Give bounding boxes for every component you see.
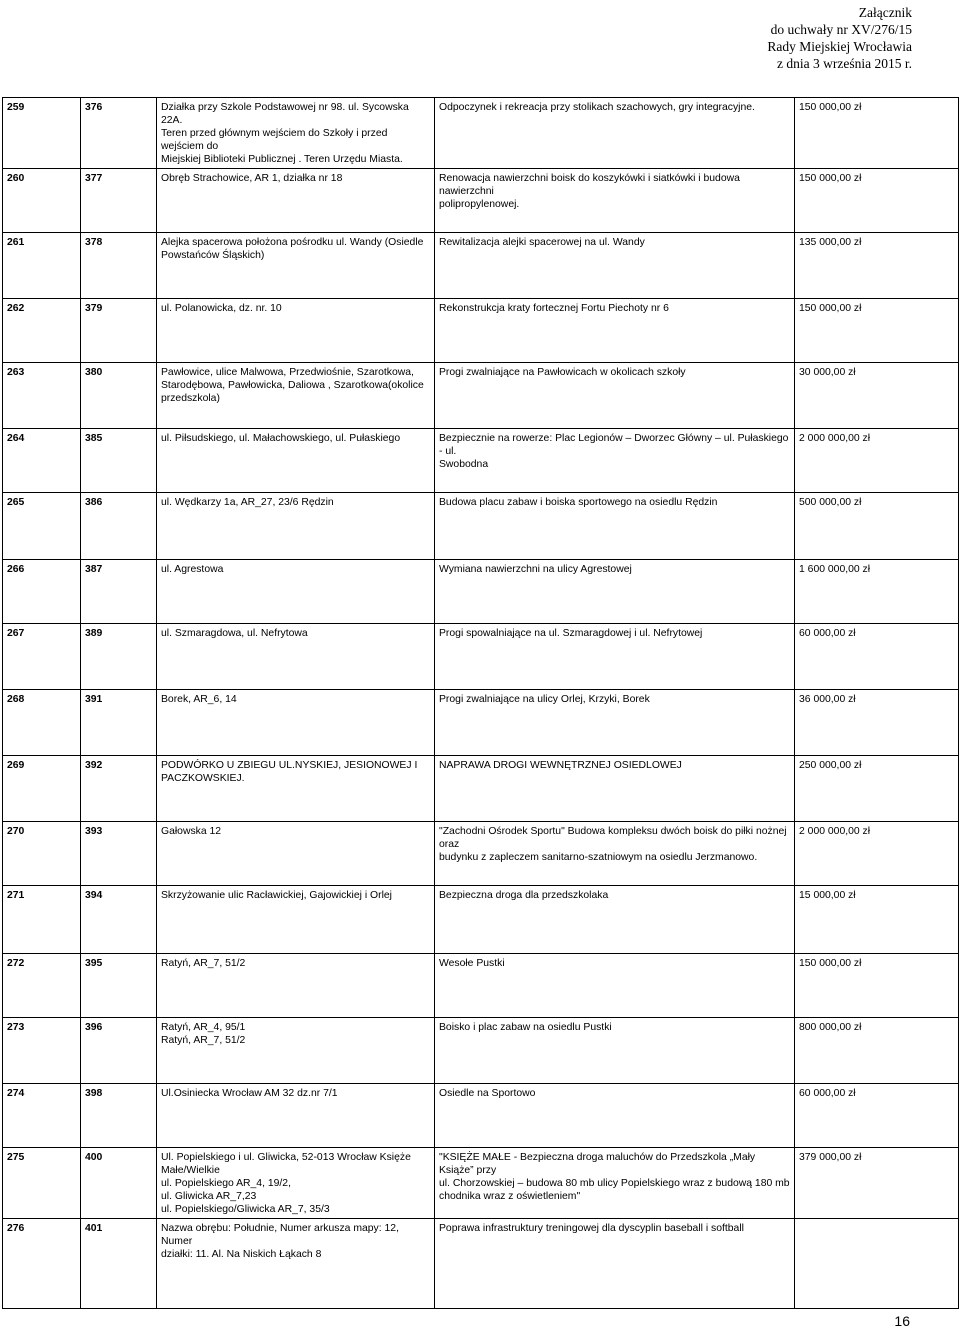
description-line: budynku z zapleczem sanitarno-szatniowym na osiedlu Jerzmanowo.	[439, 852, 758, 863]
cell-location	[157, 822, 435, 886]
cell-lp: 268	[3, 690, 81, 756]
table-row	[3, 560, 959, 624]
location-line: Alejka spacerowa położona pośrodku ul. Wandy (Osiedle	[161, 237, 424, 248]
cell-project-number: 395	[81, 954, 157, 1018]
cell-project-number: 392	[81, 756, 157, 822]
location-line: Nazwa obrębu: Południe, Numer arkusza mapy: 12, Numer	[161, 1223, 399, 1247]
description-line: Budowa placu zabaw i boiska sportowego na osiedlu Rędzin	[439, 497, 718, 508]
cell-lp: 273	[3, 1018, 81, 1084]
header-line-resolution: do uchwały nr XV/276/15	[770, 22, 912, 37]
cell-description	[435, 1219, 795, 1309]
table-row	[3, 624, 959, 690]
cell-amount: 150 000,00 zł	[795, 954, 959, 1018]
cell-description	[435, 690, 795, 756]
location-line: Ul.Osiniecka Wrocław AM 32 dz.nr 7/1	[161, 1088, 338, 1099]
description-line: Odpoczynek i rekreacja przy stolikach szachowych, gry integracyjne.	[439, 102, 755, 113]
cell-description	[435, 493, 795, 560]
description-line: Wymiana nawierzchni na ulicy Agrestowej	[439, 564, 632, 575]
description-line: Poprawa infrastruktury treningowej dla dyscyplin baseball i softball	[439, 1223, 744, 1234]
cell-amount: 150 000,00 zł	[795, 299, 959, 363]
location-line: ul. Piłsudskiego, ul. Małachowskiego, ul. Pułaskiego	[161, 433, 401, 444]
cell-location	[157, 1018, 435, 1084]
location-line: Pawłowice, ulice Malwowa, Przedwiośnie, Szarotkowa,	[161, 367, 414, 378]
document-header	[767, 4, 912, 72]
cell-amount: 135 000,00 zł	[795, 233, 959, 299]
table-row	[3, 169, 959, 233]
cell-description	[435, 886, 795, 954]
cell-lp: 267	[3, 624, 81, 690]
location-line: ul. Polanowicka, dz. nr. 10	[161, 303, 282, 314]
cell-lp: 274	[3, 1084, 81, 1148]
description-line: Boisko i plac zabaw na osiedlu Pustki	[439, 1022, 612, 1033]
location-line: ul. Wędkarzy 1a, AR_27, 23/6 Rędzin	[161, 497, 334, 508]
cell-project-number: 379	[81, 299, 157, 363]
location-line: ul. Popielskiego/Gliwicka AR_7, 35/3	[161, 1204, 330, 1215]
description-line: "Zachodni Ośrodek Sportu" Budowa kompleksu dwóch boisk do piłki nożnej oraz	[439, 826, 787, 850]
cell-amount: 379 000,00 zł	[795, 1148, 959, 1219]
table-row	[3, 954, 959, 1018]
cell-amount: 60 000,00 zł	[795, 624, 959, 690]
location-line: ul. Agrestowa	[161, 564, 224, 575]
table-row	[3, 1148, 959, 1219]
description-line: Bezpiecznie na rowerze: Plac Legionów – Dworzec Główny – ul. Pułaskiego - ul.	[439, 433, 789, 457]
cell-project-number: 386	[81, 493, 157, 560]
cell-location	[157, 690, 435, 756]
description-line: Renowacja nawierzchni boisk do koszykówki i siatkówki i budowa nawierzchni	[439, 173, 740, 197]
projects-table	[2, 97, 959, 1309]
cell-description	[435, 1018, 795, 1084]
cell-lp: 270	[3, 822, 81, 886]
cell-project-number: 393	[81, 822, 157, 886]
cell-project-number: 376	[81, 98, 157, 169]
cell-amount: 36 000,00 zł	[795, 690, 959, 756]
location-line: PACZKOWSKIEJ.	[161, 773, 245, 784]
cell-location	[157, 624, 435, 690]
location-line: Starodębowa, Pawłowicka, Daliowa , Szarotkowa(okolice	[161, 380, 424, 391]
cell-amount: 800 000,00 zł	[795, 1018, 959, 1084]
table-row	[3, 690, 959, 756]
location-line: Borek, AR_6, 14	[161, 694, 237, 705]
cell-amount: 2 000 000,00 zł	[795, 822, 959, 886]
cell-amount: 30 000,00 zł	[795, 363, 959, 429]
cell-description	[435, 1084, 795, 1148]
description-line: Progi zwalniające na ulicy Orlej, Krzyki, Borek	[439, 694, 650, 705]
cell-amount: 250 000,00 zł	[795, 756, 959, 822]
cell-project-number: 389	[81, 624, 157, 690]
cell-lp: 260	[3, 169, 81, 233]
cell-project-number: 378	[81, 233, 157, 299]
cell-amount	[795, 1219, 959, 1309]
cell-lp: 276	[3, 1219, 81, 1309]
cell-amount: 2 000 000,00 zł	[795, 429, 959, 493]
location-line: Miejskiej Biblioteki Publicznej . Teren Urzędu Miasta.	[161, 154, 403, 165]
cell-location	[157, 169, 435, 233]
cell-description	[435, 169, 795, 233]
cell-description	[435, 429, 795, 493]
description-line: Rekonstrukcja kraty fortecznej Fortu Piechoty nr 6	[439, 303, 669, 314]
cell-lp: 264	[3, 429, 81, 493]
cell-description	[435, 363, 795, 429]
cell-project-number: 401	[81, 1219, 157, 1309]
cell-location	[157, 1148, 435, 1219]
location-line: działki: 11. Al. Na Niskich Łąkach 8	[161, 1249, 322, 1260]
table-row	[3, 886, 959, 954]
table-row	[3, 299, 959, 363]
cell-lp: 269	[3, 756, 81, 822]
table-row	[3, 822, 959, 886]
page-number: 16	[894, 1313, 910, 1329]
cell-lp: 272	[3, 954, 81, 1018]
cell-lp: 265	[3, 493, 81, 560]
cell-description	[435, 98, 795, 169]
description-line: ul. Chorzowskiej – budowa 80 mb ulicy Popielskiego wraz z budową 180 mb	[439, 1178, 790, 1189]
location-line: Powstańców Śląskich)	[161, 250, 265, 261]
cell-location	[157, 756, 435, 822]
cell-description	[435, 756, 795, 822]
description-line: Swobodna	[439, 459, 489, 470]
description-line: "KSIĘŻE MAŁE - Bezpieczna droga maluchów do Przedszkola „Mały Książe” przy	[439, 1152, 756, 1176]
cell-project-number: 398	[81, 1084, 157, 1148]
location-line: Ratyń, AR_4, 95/1	[161, 1022, 246, 1033]
cell-lp: 261	[3, 233, 81, 299]
description-line: Progi spowalniające na ul. Szmaragdowej i ul. Nefrytowej	[439, 628, 703, 639]
cell-project-number: 400	[81, 1148, 157, 1219]
table-row	[3, 493, 959, 560]
location-line: Gałowska 12	[161, 826, 222, 837]
cell-lp: 262	[3, 299, 81, 363]
cell-lp: 275	[3, 1148, 81, 1219]
header-line-annex: Załącznik	[858, 5, 912, 20]
header-line-council: Rady Miejskiej Wrocławia	[767, 39, 912, 54]
location-line: Skrzyżowanie ulic Racławickiej, Gajowickiej i Orlej	[161, 890, 392, 901]
cell-lp: 259	[3, 98, 81, 169]
cell-description	[435, 822, 795, 886]
cell-location	[157, 299, 435, 363]
cell-amount: 150 000,00 zł	[795, 98, 959, 169]
cell-project-number: 391	[81, 690, 157, 756]
cell-project-number: 377	[81, 169, 157, 233]
cell-project-number: 394	[81, 886, 157, 954]
table-row	[3, 363, 959, 429]
cell-location	[157, 560, 435, 624]
description-line: Osiedle na Sportowo	[439, 1088, 536, 1099]
location-line: PODWÓRKO U ZBIEGU UL.NYSKIEJ, JESIONOWEJ I	[161, 760, 418, 771]
cell-amount: 60 000,00 zł	[795, 1084, 959, 1148]
cell-location	[157, 1219, 435, 1309]
description-line: chodnika wraz z oświetleniem"	[439, 1191, 581, 1202]
location-line: Małe/Wielkie	[161, 1165, 220, 1176]
cell-location	[157, 233, 435, 299]
table-row	[3, 756, 959, 822]
table-row	[3, 1084, 959, 1148]
location-line: Ratyń, AR_7, 51/2	[161, 1035, 246, 1046]
table-row	[3, 1219, 959, 1309]
cell-amount: 150 000,00 zł	[795, 169, 959, 233]
description-line: Rewitalizacja alejki spacerowej na ul. Wandy	[439, 237, 645, 248]
cell-description	[435, 560, 795, 624]
table-row	[3, 98, 959, 169]
cell-amount: 500 000,00 zł	[795, 493, 959, 560]
cell-amount: 1 600 000,00 zł	[795, 560, 959, 624]
location-line: ul. Szmaragdowa, ul. Nefrytowa	[161, 628, 308, 639]
description-line: Progi zwalniające na Pawłowicach w okolicach szkoły	[439, 367, 686, 378]
cell-location	[157, 493, 435, 560]
location-line: Obręb Strachowice, AR 1, działka nr 18	[161, 173, 343, 184]
location-line: Teren przed głównym wejściem do Szkoły i przed wejściem do	[161, 128, 388, 152]
cell-project-number: 387	[81, 560, 157, 624]
cell-description	[435, 954, 795, 1018]
table-row	[3, 429, 959, 493]
cell-project-number: 385	[81, 429, 157, 493]
table-row	[3, 1018, 959, 1084]
cell-lp: 266	[3, 560, 81, 624]
description-line: NAPRAWA DROGI WEWNĘTRZNEJ OSIEDLOWEJ	[439, 760, 682, 771]
description-line: Wesołe Pustki	[439, 958, 505, 969]
cell-location	[157, 363, 435, 429]
location-line: ul. Popielskiego AR_4, 19/2,	[161, 1178, 291, 1189]
header-line-date: z dnia 3 września 2015 r.	[777, 56, 912, 71]
cell-amount: 15 000,00 zł	[795, 886, 959, 954]
cell-lp: 271	[3, 886, 81, 954]
cell-location	[157, 954, 435, 1018]
location-line: Ratyń, AR_7, 51/2	[161, 958, 246, 969]
cell-location	[157, 429, 435, 493]
cell-lp: 263	[3, 363, 81, 429]
cell-location	[157, 1084, 435, 1148]
cell-description	[435, 233, 795, 299]
cell-location	[157, 98, 435, 169]
location-line: przedszkola)	[161, 393, 220, 404]
cell-project-number: 380	[81, 363, 157, 429]
cell-description	[435, 299, 795, 363]
location-line: Działka przy Szkole Podstawowej nr 98. ul. Sycowska 22A.	[161, 102, 409, 126]
projects-table-body	[3, 98, 959, 1309]
cell-description	[435, 624, 795, 690]
table-row	[3, 233, 959, 299]
description-line: Bezpieczna droga dla przedszkolaka	[439, 890, 609, 901]
description-line: polipropylenowej.	[439, 199, 520, 210]
cell-location	[157, 886, 435, 954]
cell-description	[435, 1148, 795, 1219]
location-line: ul. Gliwicka AR_7,23	[161, 1191, 257, 1202]
cell-project-number: 396	[81, 1018, 157, 1084]
location-line: Ul. Popielskiego i ul. Gliwicka, 52-013 Wrocław Księże	[161, 1152, 411, 1163]
